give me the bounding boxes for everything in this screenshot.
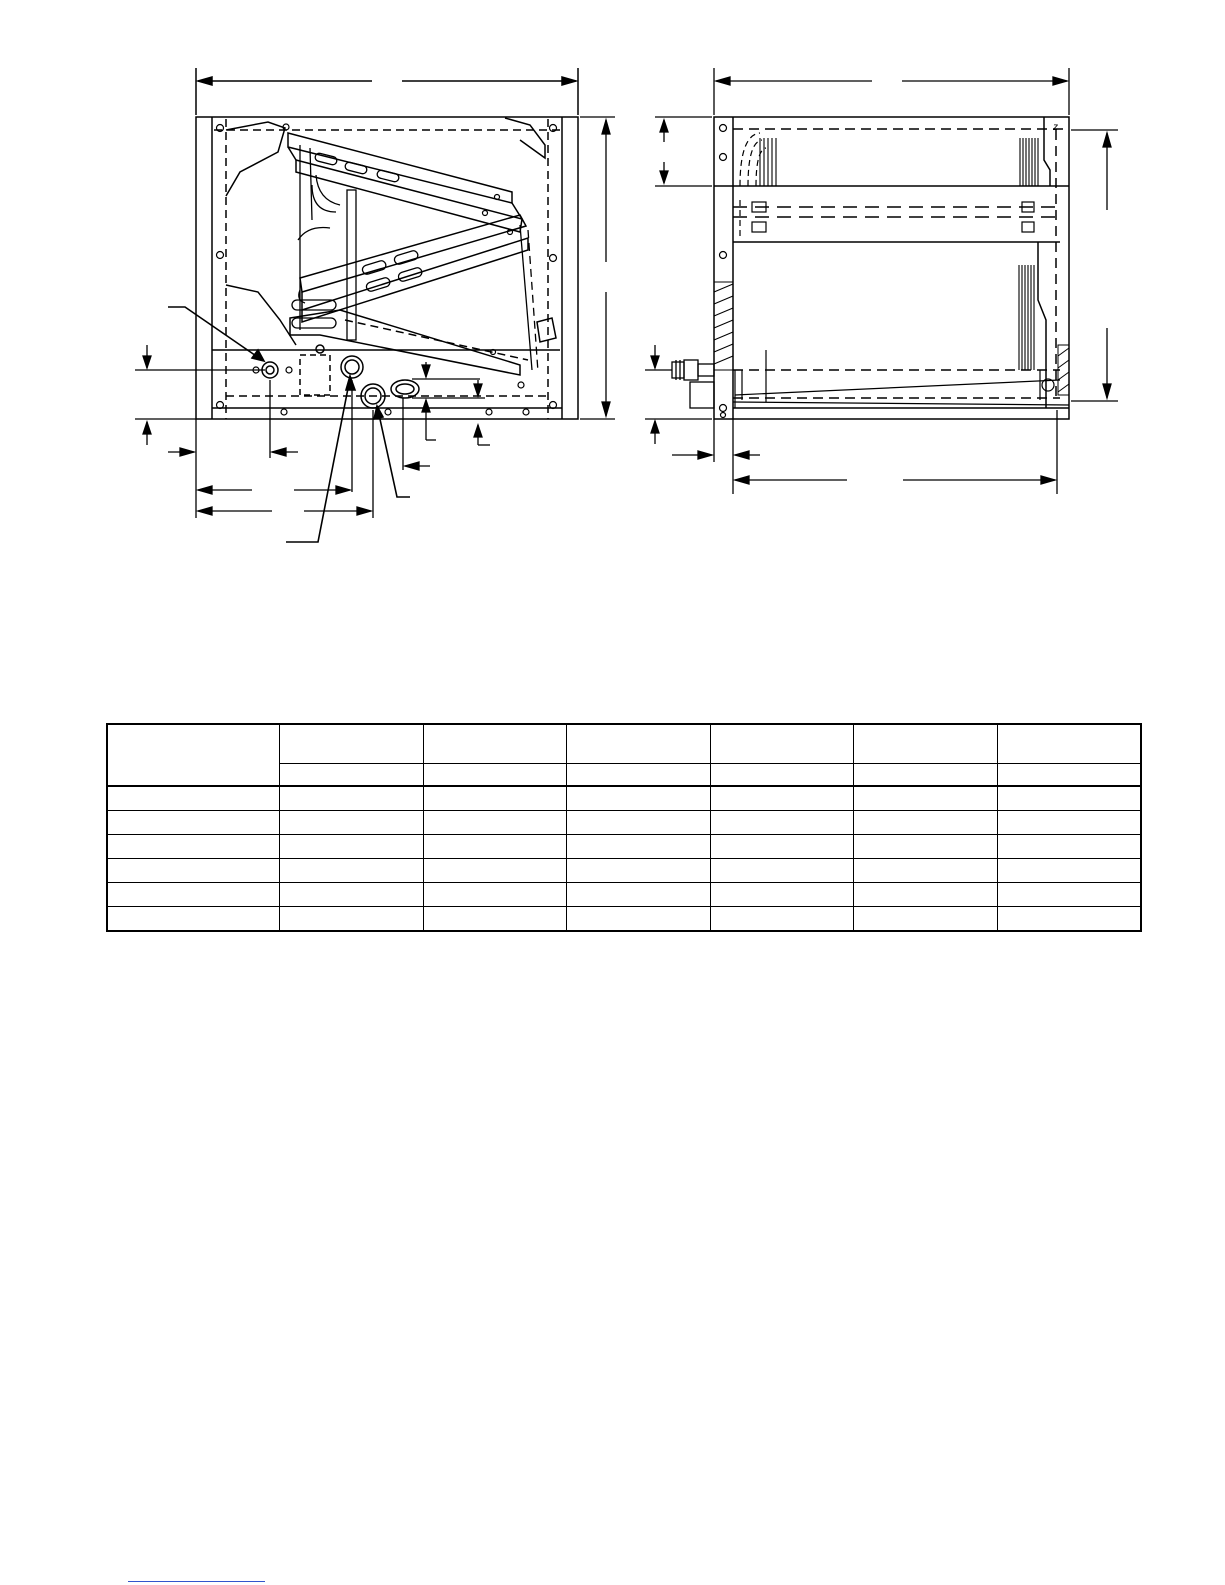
table-cell xyxy=(710,811,853,835)
table-subheader-cell xyxy=(710,764,853,787)
side-drain-height-dimension xyxy=(645,345,712,444)
table-header-cell xyxy=(279,724,423,764)
table-cell xyxy=(853,835,997,859)
table-cell xyxy=(423,859,566,883)
side-cabinet-outline xyxy=(714,117,1069,419)
table-row xyxy=(107,883,1141,907)
table-subheader-cell xyxy=(279,764,423,787)
table-cell xyxy=(279,835,423,859)
table-cell xyxy=(853,907,997,932)
table-cell xyxy=(997,835,1141,859)
table-cell xyxy=(853,859,997,883)
table-cell xyxy=(107,883,279,907)
table-cell xyxy=(997,907,1141,932)
front-width-dimension xyxy=(196,68,578,115)
table-cell xyxy=(107,907,279,932)
table-cell xyxy=(279,859,423,883)
table-subheader-cell xyxy=(566,764,710,787)
table-header-row xyxy=(107,724,1141,764)
front-view xyxy=(135,68,615,542)
svg-text:z: z xyxy=(1053,122,1058,133)
table-header-cell xyxy=(997,724,1141,764)
table-cell xyxy=(710,859,853,883)
table-cell xyxy=(107,835,279,859)
secondary-drain-icon xyxy=(391,380,419,398)
side-bottom-dimensions xyxy=(672,410,1057,494)
table-row xyxy=(107,786,1141,811)
technical-drawing xyxy=(0,0,1225,560)
table-cell xyxy=(107,786,279,811)
table-cell xyxy=(566,786,710,811)
table-cell xyxy=(423,811,566,835)
lower-coil xyxy=(300,215,528,322)
footer-link-underline[interactable] xyxy=(128,1581,265,1582)
side-top-offset-dimension xyxy=(655,117,712,186)
table-cell xyxy=(566,859,710,883)
drain-fittings xyxy=(262,345,419,408)
table-cell xyxy=(997,883,1141,907)
callout-leaders xyxy=(168,307,410,542)
table-subheader-cell xyxy=(853,764,997,787)
side-height-dimension xyxy=(1071,130,1118,401)
table-cell xyxy=(710,907,853,932)
table-cell xyxy=(423,907,566,932)
table-cell xyxy=(107,859,279,883)
table-cell xyxy=(423,786,566,811)
table-cell xyxy=(853,786,997,811)
table-subheader-cell xyxy=(423,764,566,787)
table-header-cell xyxy=(423,724,566,764)
table-cell xyxy=(566,883,710,907)
drain-fitting-icon xyxy=(672,360,714,408)
table-cell xyxy=(710,883,853,907)
table-cell xyxy=(279,811,423,835)
table-cell xyxy=(710,835,853,859)
table-cell xyxy=(423,835,566,859)
dimension-table xyxy=(106,723,1142,932)
table-row xyxy=(107,859,1141,883)
front-height-dimension xyxy=(580,117,615,419)
table-cell xyxy=(423,883,566,907)
table-cell xyxy=(279,907,423,932)
table-cell xyxy=(853,811,997,835)
table-cell xyxy=(279,883,423,907)
table-subheader-cell xyxy=(997,764,1141,787)
table-row xyxy=(107,835,1141,859)
upper-coil xyxy=(288,133,522,232)
table-header-cell xyxy=(566,724,710,764)
table-cell xyxy=(279,786,423,811)
table-cell xyxy=(997,811,1141,835)
bottom-coil xyxy=(290,310,528,375)
table-cell xyxy=(997,786,1141,811)
table-cell xyxy=(107,811,279,835)
insulation-hatch xyxy=(714,282,1069,395)
side-width-dimension xyxy=(714,68,1069,115)
table-cell xyxy=(853,883,997,907)
table-row xyxy=(107,907,1141,932)
table-row xyxy=(107,811,1141,835)
table-cell xyxy=(566,907,710,932)
front-bottom-dimensions xyxy=(168,362,490,518)
left-offset-dimension xyxy=(135,345,265,445)
table-cell xyxy=(566,811,710,835)
table-header-cell xyxy=(107,724,279,786)
side-view xyxy=(645,68,1118,494)
table-header-cell xyxy=(853,724,997,764)
table-cell xyxy=(710,786,853,811)
side-screw-icons xyxy=(720,125,727,418)
table-cell xyxy=(997,859,1141,883)
table-header-cell xyxy=(710,724,853,764)
coil-fins xyxy=(760,138,1038,370)
table-cell xyxy=(566,835,710,859)
